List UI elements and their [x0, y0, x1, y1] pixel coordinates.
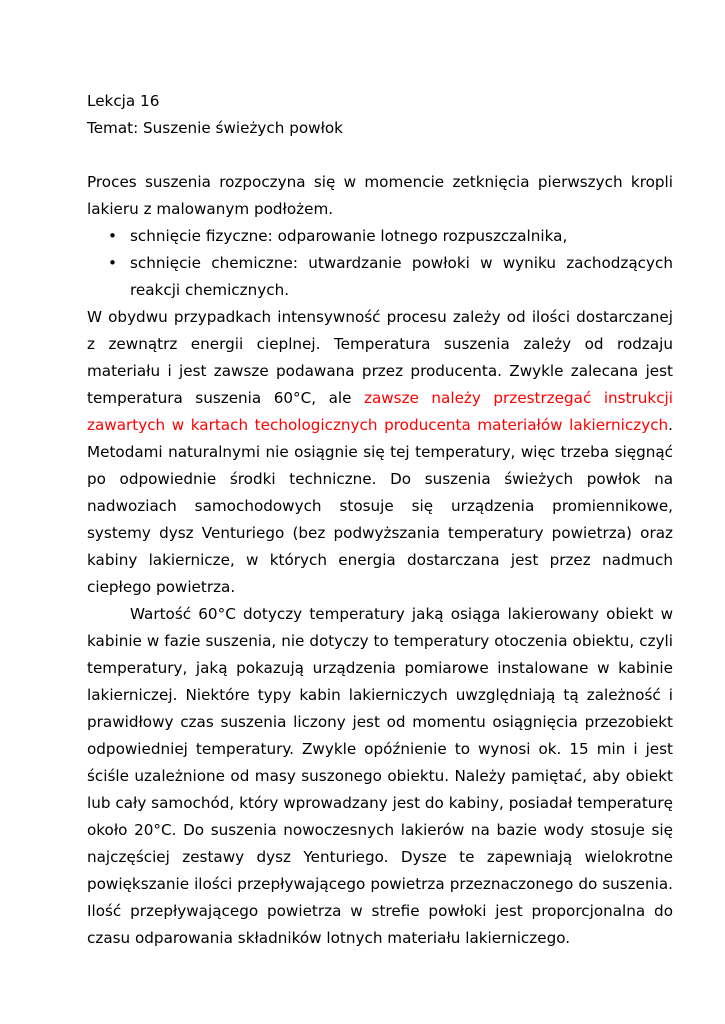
list-item-physical-drying: • schnięcie fizyczne: odparowanie lotnego rozpuszczalnika,	[130, 223, 673, 250]
highlighted-warning: zawsze należy przestrzegać instrukcji zawartych w kartach techologicznych producenta materiałów lakierniczych	[87, 389, 673, 434]
paragraph-temperature: Wartość 60°C dotyczy temperatury jaką osiąga lakierowany obiekt w kabinie w fazie suszenia, nie dotyczy to temperatury otoczenia obiektu, czyli temperatury, jaką pokazują urządzenia pomiarowe instalowane w kabinie lakierniczej. Niektóre typy kabin lakierniczych uwzględniają tą zależność i prawidłowy czas suszenia liczony jest od momentu osiągnięcia przezobiekt odpowiedniej temperatury. Zwykle opóźnienie to wynosi ok. 15 min i jest ściśle uzależnione od masy suszonego obiektu. Należy pamiętać, aby obiekt lub cały samochód, który wprowadzany jest do kabiny, posiadał temperaturę około 20°C. Do suszenia nowoczesnych lakierów na bazie wody stosuje się najczęściej zestawy dysz Yenturiego. Dysze te zapewniają wielokrotne powiększanie ilości przepływającego powietrza przeznaczonego do suszenia. Ilość przepływającego powietrza w strefie powłoki jest proporcjonalna do czasu odparowania składników lotnych materiału lakierniczego.	[87, 605, 673, 947]
lesson-topic: Temat: Suszenie świeżych powłok	[87, 119, 343, 137]
drying-types-list	[87, 223, 673, 304]
paragraph-text: W obydwu przypadkach intensywność procesu zależy od ilości dostarczanej z zewnątrz energii cieplnej. Temperatura suszenia zależy od rodzaju materiału i jest zawsze podawana przez producenta. Zwykle zalecana jest temperatura suszenia 60°C, ale	[87, 308, 673, 407]
lesson-number: Lekcja 16	[87, 92, 160, 110]
intro-paragraph: Proces suszenia rozpoczyna się w momencie zetknięcia pierwszych kropli lakieru z malowanym podłożem.	[87, 173, 673, 218]
spacer	[87, 142, 673, 169]
list-item-chemical-drying: • schnięcie chemiczne: utwardzanie powłoki w wyniku zachodzących reakcji chemicznych.	[130, 250, 673, 304]
paragraph-drying-energy	[87, 304, 673, 601]
document-body	[87, 88, 673, 952]
paragraph-text: . Metodami naturalnymi nie osiągnie się tej temperatury, więc trzeba sięgnąć po odpowiednie środki techniczne. Do suszenia świeżych powłok na nadwoziach samochodowych stosuje się urządzenia promiennikowe, systemy dysz Venturiego (bez podwyższania temperatury powietrza) oraz kabiny lakiernicze, w których energia dostarczana jest przez nadmuch ciepłego powietrza.	[87, 416, 673, 596]
